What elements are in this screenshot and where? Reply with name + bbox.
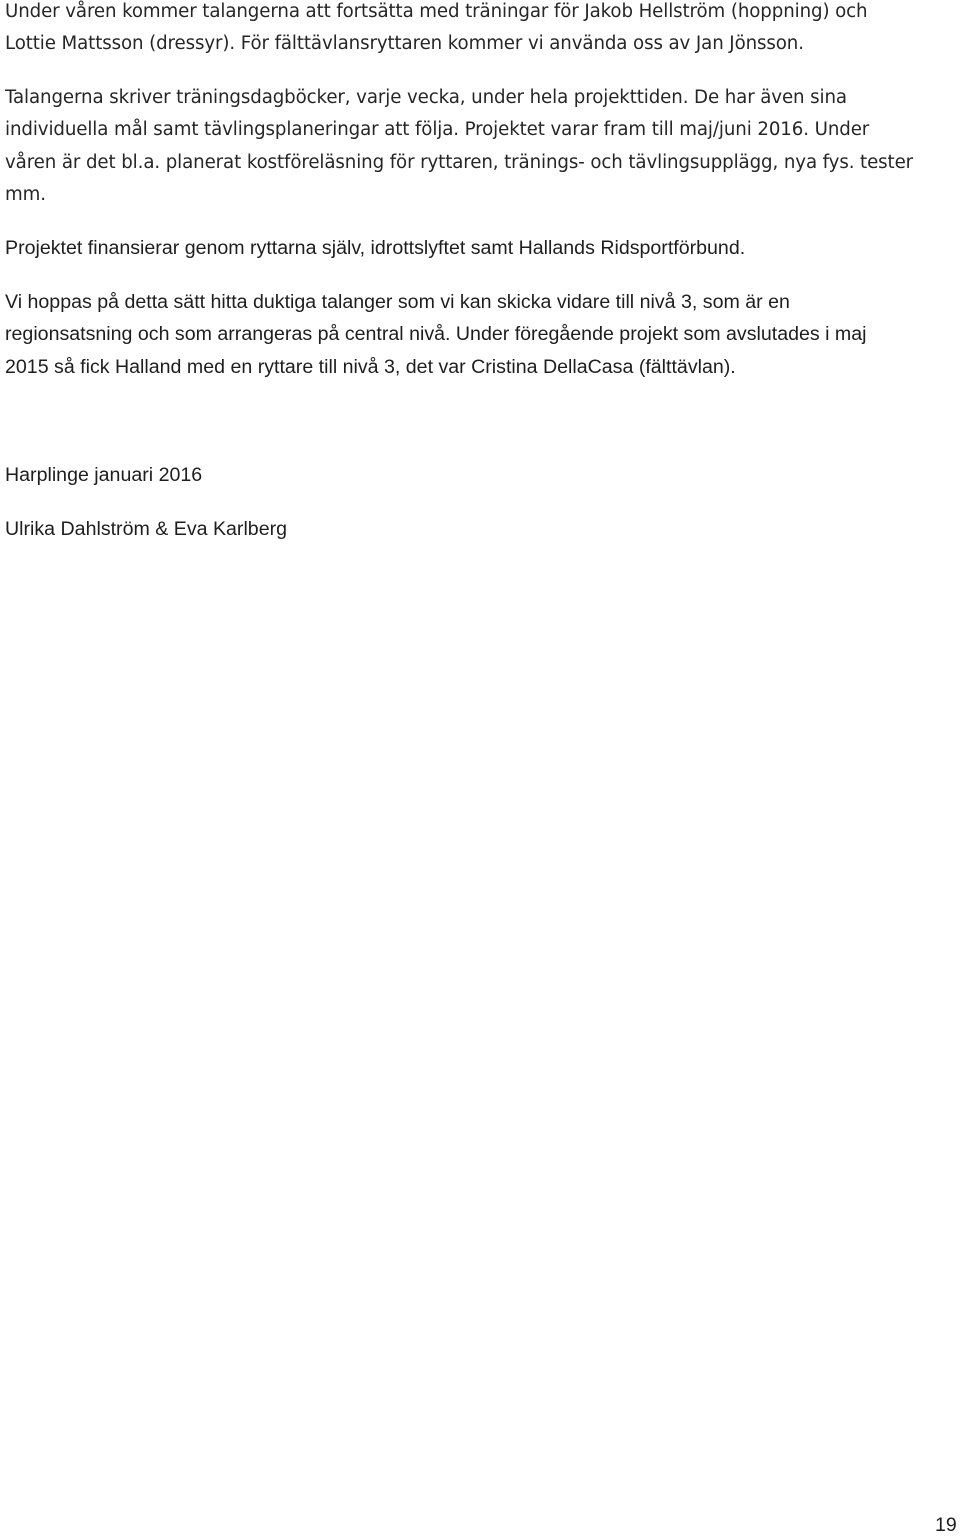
paragraph-line: Projektet finansierar genom ryttarna själv, idrottslyftet samt Hallands Ridsportförbund.: [5, 237, 746, 259]
paragraph-line: 2015 så fick Halland med en ryttare till nivå 3, det var Cristina DellaCasa (fälttävlan).: [5, 356, 736, 378]
paragraph-line: Talangerna skriver träningsdagböcker, varje vecka, under hela projekttiden. De har även sina: [5, 87, 847, 108]
paragraph-line: regionsatsning och som arrangeras på central nivå. Under föregående projekt som avslutades i maj: [5, 323, 867, 345]
signature-names: Ulrika Dahlström & Eva Karlberg: [5, 518, 288, 540]
paragraph-line: Lottie Mattsson (dressyr). För fälttävlansryttaren kommer vi använda oss av Jan Jönsson.: [5, 33, 804, 54]
paragraph-line: individuella mål samt tävlingsplaneringar att följa. Projektet varar fram till maj/juni 2016. Under: [5, 119, 870, 140]
page-number: 19: [935, 1514, 957, 1536]
paragraph-line: mm.: [5, 184, 46, 205]
paragraph-line: Vi hoppas på detta sätt hitta duktiga talanger som vi kan skicka vidare till nivå 3, som är en: [5, 291, 790, 313]
paragraph-line: våren är det bl.a. planerat kostföreläsning för ryttaren, tränings- och tävlingsupplägg, nya fys. tester: [5, 152, 914, 173]
paragraph-line: Under våren kommer talangerna att fortsätta med träningar för Jakob Hellström (hoppning) och: [5, 1, 868, 22]
signature-place-date: Harplinge januari 2016: [5, 464, 203, 486]
